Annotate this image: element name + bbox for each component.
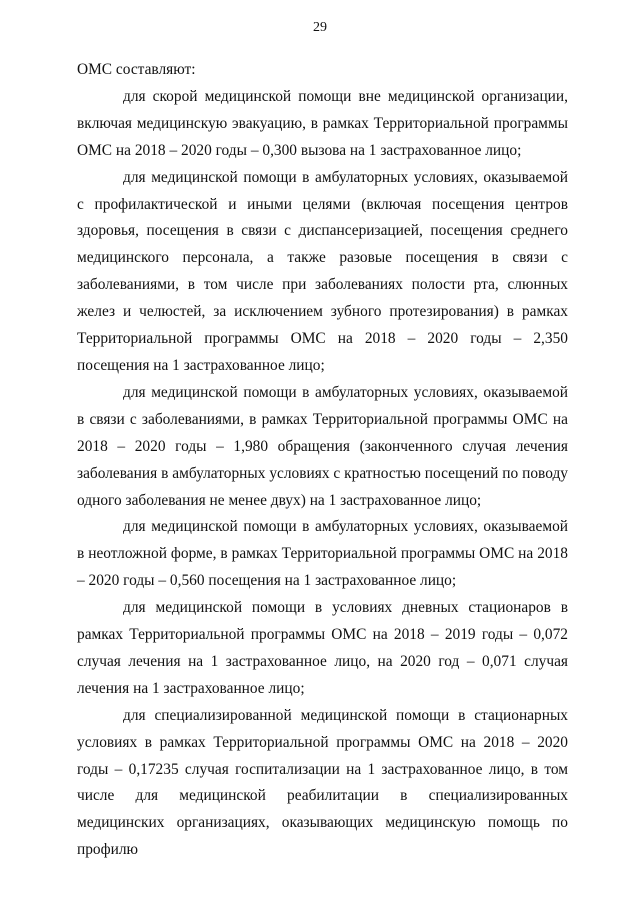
paragraph-outpatient-preventive: для медицинской помощи в амбулаторных условиях, оказываемой с профилактической и иными целями (включая посещения центров здоровья, посещения в связи с диспансеризацией, посещения среднего медицинского персонала, а также разовые посещения в связи с заболеваниями, в том числе при заболеваниях полости рта, слюнных желез и челюстей, за исключением зубного протезирования) в рамках Территориальной программы ОМС на 2018 – 2020 годы – 2,350 посещения на 1 застрахованное лицо; (77, 168, 568, 374)
page-number: 29 (313, 20, 327, 35)
document-body (77, 57, 568, 864)
paragraph-inpatient-specialized: для специализированной медицинской помощи в стационарных условиях в рамках Территориальной программы ОМС на 2018 – 2020 годы – 0,17235 случая госпитализации на 1 застрахованное лицо, в том числе для медицинской реабилитации в специализированных медицинских организациях, оказывающих медицинскую помощь по профилю (77, 706, 568, 859)
paragraph-continuation: ОМС составляют: (77, 61, 196, 78)
paragraph-day-hospital: для медицинской помощи в условиях дневных стационаров в рамках Территориальной программы ОМС на 2018 – 2019 годы – 0,072 случая лечения на 1 застрахованное лицо, на 2020 год – 0,071 случая лечения на 1 застрахованное лицо; (77, 599, 568, 697)
paragraph-emergency-care: для скорой медицинской помощи вне медицинской организации, включая медицинскую эвакуацию, в рамках Территориальной программы ОМС на 2018 – 2020 годы – 0,300 вызова на 1 застрахованное лицо; (77, 87, 568, 159)
paragraph-outpatient-disease: для медицинской помощи в амбулаторных условиях, оказываемой в связи с заболеваниями, в рамках Территориальной программы ОМС на 2018 – 2020 годы – 1,980 обращения (законченного случая лечения заболевания в амбулаторных условиях с кратностью посещений по поводу одного заболевания не менее двух) на 1 застрахованное лицо; (77, 383, 568, 509)
paragraph-outpatient-urgent: для медицинской помощи в амбулаторных условиях, оказываемой в неотложной форме, в рамках Территориальной программы ОМС на 2018 – 2020 годы – 0,560 посещения на 1 застрахованное лицо; (77, 518, 568, 590)
